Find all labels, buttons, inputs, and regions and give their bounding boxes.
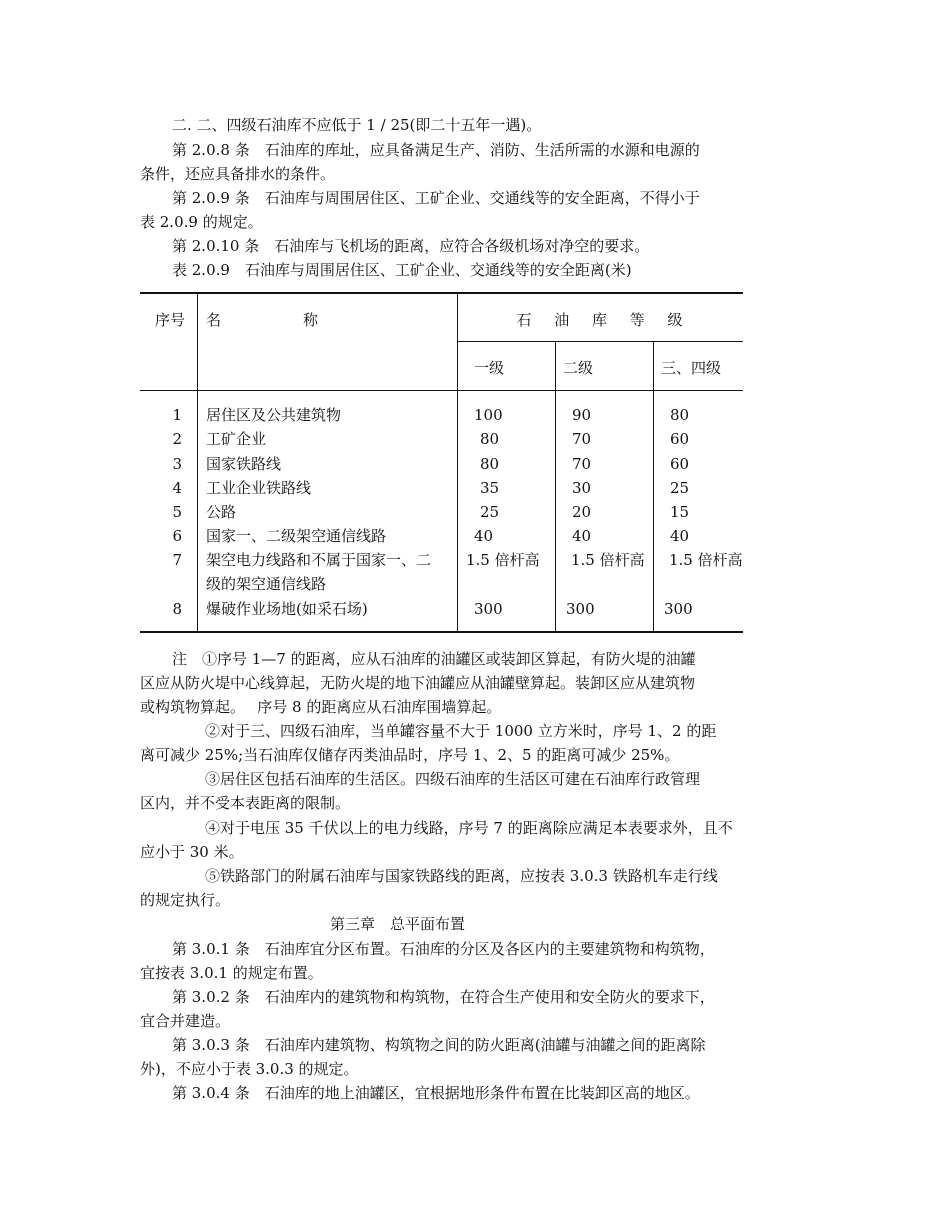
note-3-line-1: ③居住区包括石油库的生活区。四级石油库的生活区可建在石油库行政管理 [205, 770, 701, 788]
row-7-name-cont: 级的架空通信线路 [206, 575, 327, 593]
row-3-grade2: 70 [572, 455, 592, 473]
row-2-grade3: 60 [670, 430, 690, 448]
note-1-line-1: 注 ①序号 1—7 的距离，应从石油库的油罐区或装卸区算起，有防火堤的油罐 [172, 650, 696, 668]
table-bottom-rule [140, 631, 743, 633]
row-3-name: 国家铁路线 [206, 455, 282, 473]
intro-line-1: 二. 二、四级石油库不应低于 1 / 25(即二十五年一遇)。 [172, 116, 542, 134]
note-4-line-2: 应小于 30 米。 [140, 843, 244, 861]
row-5-grade1: 25 [480, 503, 500, 521]
row-4-seq: 4 [172, 479, 182, 497]
row-7-name: 架空电力线路和不属于国家一、二 [206, 551, 432, 569]
row-8-grade2: 300 [566, 600, 595, 618]
row-4-grade2: 30 [572, 479, 592, 497]
row-8-grade1: 300 [474, 600, 503, 618]
col-divider-seq [197, 294, 198, 631]
col-divider-grade2 [653, 342, 654, 631]
row-8-seq: 8 [172, 600, 182, 618]
row-8-grade3: 300 [664, 600, 693, 618]
row-6-grade2: 40 [572, 527, 592, 545]
clause-3-0-1-line-2: 宜按表 3.0.1 的规定布置。 [140, 964, 323, 982]
header-grade-3-4: 三、四级 [661, 359, 722, 377]
clause-2-0-8-line-1: 第 2.0.8 条 石油库的库址，应具备满足生产、消防、生活所需的水源和电源的 [172, 141, 700, 159]
clause-2-0-10: 第 2.0.10 条 石油库与飞机场的距离，应符合各级机场对净空的要求。 [172, 237, 650, 255]
row-1-grade1: 100 [474, 406, 503, 424]
header-name-right: 称 [303, 311, 319, 329]
row-7-grade3: 1.5 倍杆高 [669, 551, 743, 569]
col-divider-name [457, 294, 458, 631]
row-1-seq: 1 [172, 406, 182, 424]
clause-2-0-9-line-1: 第 2.0.9 条 石油库与周围居住区、工矿企业、交通线等的安全距离，不得小于 [172, 189, 700, 207]
row-2-grade2: 70 [572, 430, 592, 448]
row-5-seq: 5 [172, 503, 182, 521]
row-2-name: 工矿企业 [206, 430, 267, 448]
row-2-seq: 2 [172, 430, 182, 448]
clause-3-0-1-line-1: 第 3.0.1 条 石油库宜分区布置。石油库的分区及各区内的主要建筑物和构筑物， [172, 940, 715, 958]
note-5-line-2: 的规定执行。 [140, 891, 231, 909]
row-4-name: 工业企业铁路线 [206, 479, 312, 497]
row-3-grade1: 80 [480, 455, 500, 473]
row-3-grade3: 60 [670, 455, 690, 473]
row-6-grade3: 40 [670, 527, 690, 545]
grade-group-rule [457, 341, 743, 342]
row-8-name: 爆破作业场地(如采石场) [206, 600, 368, 618]
row-6-name: 国家一、二级架空通信线路 [206, 527, 387, 545]
row-2-grade1: 80 [480, 430, 500, 448]
clause-3-0-2-line-2: 宜合并建造。 [140, 1012, 231, 1030]
note-3-line-2: 区内，并不受本表距离的限制。 [140, 794, 351, 812]
note-2-line-2: 离可减少 25%;当石油库仅储存丙类油品时，序号 1、2、5 的距离可减少 25%。 [140, 746, 680, 764]
note-1-line-2: 区应从防火堤中心线算起，无防火堤的地下油罐应从油罐壁算起。装卸区应从建筑物 [140, 674, 696, 692]
row-5-name: 公路 [206, 503, 237, 521]
header-grade-group: 石 油 库 等 级 [516, 311, 685, 329]
row-6-seq: 6 [172, 527, 182, 545]
row-3-seq: 3 [172, 455, 182, 473]
note-1-line-3: 或构筑物算起。 序号 8 的距离应从石油库围墙算起。 [140, 698, 502, 716]
clause-2-0-9-line-2: 表 2.0.9 的规定。 [140, 213, 263, 231]
row-5-grade3: 15 [670, 503, 690, 521]
clause-3-0-4: 第 3.0.4 条 石油库的地上油罐区，宜根据地形条件布置在比装卸区高的地区。 [172, 1084, 700, 1102]
row-7-seq: 7 [172, 551, 182, 569]
row-1-grade2: 90 [572, 406, 592, 424]
header-grade-2: 二级 [563, 359, 594, 377]
row-4-grade3: 25 [670, 479, 690, 497]
clause-2-0-8-line-2: 条件，还应具备排水的条件。 [140, 165, 336, 183]
row-6-grade1: 40 [474, 527, 494, 545]
row-7-grade2: 1.5 倍杆高 [571, 551, 645, 569]
row-4-grade1: 35 [480, 479, 500, 497]
chapter-3-title: 第三章 总平面布置 [330, 915, 466, 933]
header-name-left: 名 [206, 311, 222, 329]
row-5-grade2: 20 [572, 503, 592, 521]
row-1-name: 居住区及公共建筑物 [206, 406, 342, 424]
col-divider-grade1 [555, 342, 556, 631]
clause-3-0-2-line-1: 第 3.0.2 条 石油库内的建筑物和构筑物，在符合生产使用和安全防火的要求下， [172, 988, 715, 1006]
note-5-line-1: ⑤铁路部门的附属石油库与国家铁路线的距离，应按表 3.0.3 铁路机车走行线 [205, 867, 718, 885]
table-top-rule [140, 292, 743, 294]
header-grade-1: 一级 [474, 359, 505, 377]
table-caption: 表 2.0.9 石油库与周围居住区、工矿企业、交通线等的安全距离(米) [172, 261, 632, 279]
clause-3-0-3-line-1: 第 3.0.3 条 石油库内建筑物、构筑物之间的防火距离(油罐与油罐之间的距离除 [172, 1036, 706, 1054]
note-4-line-1: ④对于电压 35 千伏以上的电力线路，序号 7 的距离除应满足本表要求外，且不 [205, 819, 733, 837]
row-7-grade1: 1.5 倍杆高 [466, 551, 540, 569]
note-2-line-1: ②对于三、四级石油库，当单罐容量不大于 1000 立方米时，序号 1、2 的距 [205, 722, 717, 740]
row-1-grade3: 80 [670, 406, 690, 424]
clause-3-0-3-line-2: 外)，不应小于表 3.0.3 的规定。 [140, 1060, 359, 1078]
header-seq: 序号 [155, 311, 186, 329]
